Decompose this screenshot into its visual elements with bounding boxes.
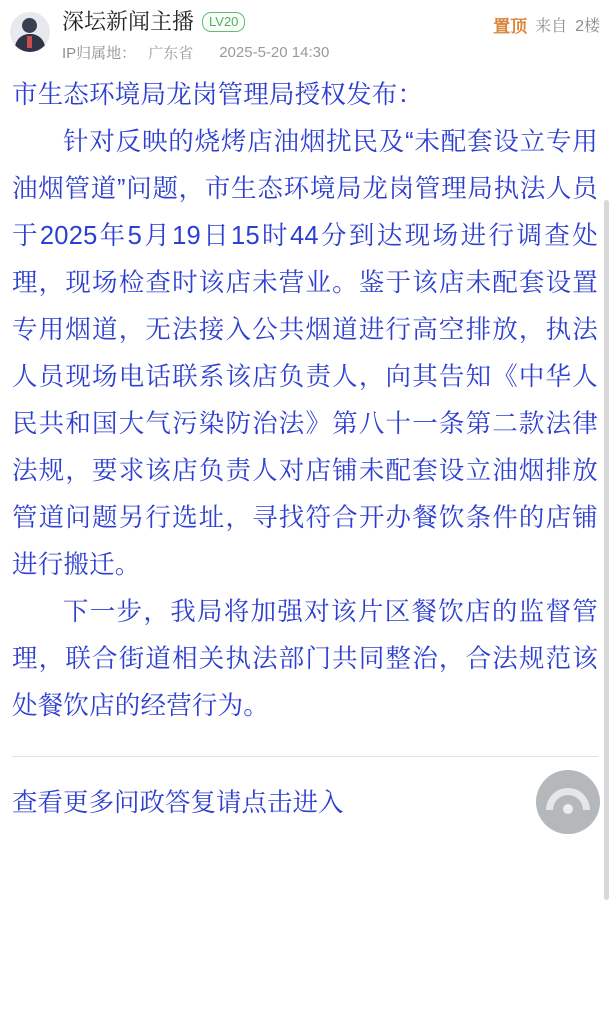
dot-icon bbox=[563, 804, 573, 814]
post-meta-row bbox=[62, 42, 600, 63]
vertical-scrollbar[interactable] bbox=[604, 200, 609, 900]
from-label: 来自 bbox=[535, 18, 568, 35]
content-paragraph-3: 下一步，我局将加强对该片区餐饮店的监督管理，联合街道相关执法部门共同整治，合法规范该处餐饮店的经营行为。 bbox=[12, 598, 598, 720]
ip-location-label: IP归属地： bbox=[62, 45, 137, 62]
floating-action-widget[interactable] bbox=[536, 770, 600, 834]
post-header bbox=[0, 0, 610, 72]
user-avatar-icon[interactable] bbox=[10, 12, 50, 52]
floor-number: 2楼 bbox=[575, 18, 600, 35]
author-name[interactable]: 深坛新闻主播 bbox=[62, 9, 195, 34]
avatar-tie-shape bbox=[27, 36, 32, 48]
pinned-badge: 置顶 bbox=[493, 17, 528, 36]
post-timestamp: 2025-5-20 14:30 bbox=[219, 44, 330, 61]
ip-location-value: 广东省 bbox=[148, 45, 194, 62]
content-paragraph-1: 市生态环境局龙岗管理局授权发布： bbox=[12, 81, 424, 109]
content-paragraph-2: 针对反映的烧烤店油烟扰民及“未配套设立专用油烟管道”问题，市生态环境局龙岗管理局执法人员于2025年5月19日15时44分到达现场进行调查处理，现场检查时该店未营业。鉴于该店未配套设置专用烟道，无法接入公共烟道进行高空排放，执法人员现场电话联系该店负责人，向其告知《中华人民共和国大气污染防治法》第八十一条第二款法律法规，要求该店负责人对店铺未配套设立油烟排放管道问题另行选址，寻找符合开办餐饮条件的店铺进行搬迁。 bbox=[12, 128, 598, 579]
post-header-right bbox=[493, 12, 600, 37]
post-content bbox=[0, 72, 610, 730]
avatar-head-shape bbox=[22, 18, 37, 33]
level-badge: LV20 bbox=[202, 12, 245, 32]
more-replies-link[interactable]: 查看更多问政答复请点击进入 bbox=[12, 789, 344, 817]
